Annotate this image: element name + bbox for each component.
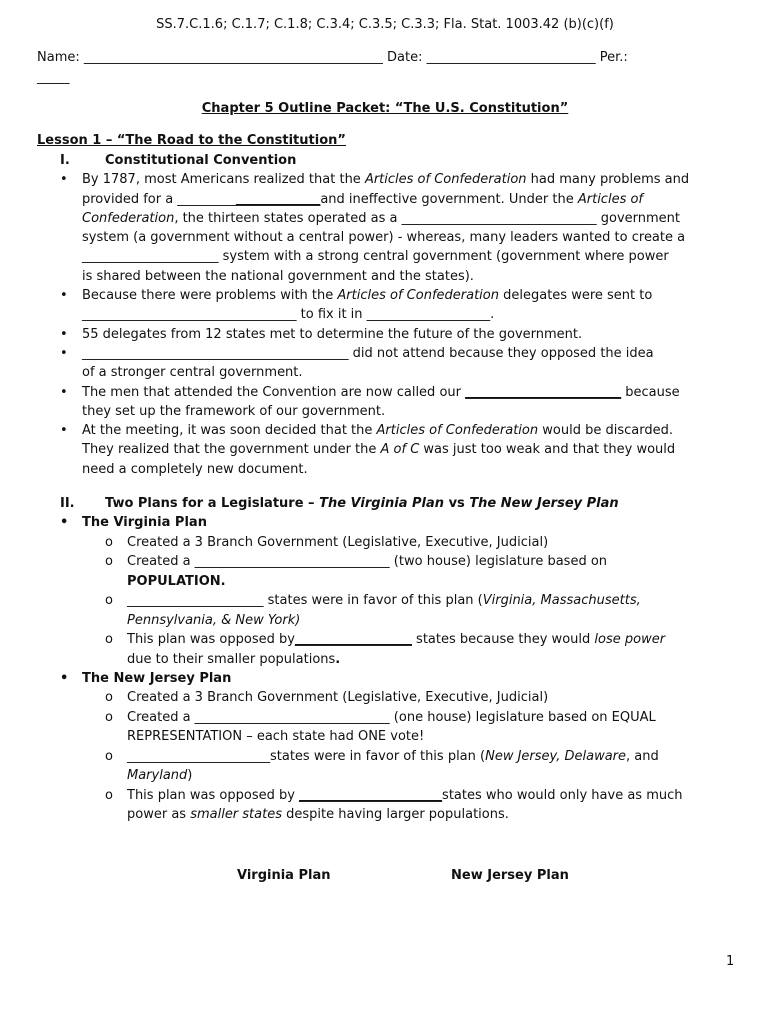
- text-segment: Articles of Confederation: [376, 423, 539, 439]
- section-1: [0, 151, 770, 479]
- text-segment: The Virginia Plan: [319, 496, 445, 511]
- text-segment: is shared between the national government and the states).: [82, 268, 474, 284]
- line-text: [127, 708, 656, 727]
- name-date-period-line[interactable]: Name: ______________________________________________ Date: __________________________ Per.:: [37, 50, 628, 65]
- text-line: [0, 688, 770, 707]
- sub-bullet-icon: o: [105, 632, 113, 648]
- text-line: [0, 228, 770, 247]
- text-line: [0, 344, 770, 363]
- text-line: [0, 363, 770, 382]
- line-text: [127, 552, 607, 571]
- line-text: [127, 805, 509, 824]
- line-text: [82, 190, 643, 209]
- text-segment: REPRESENTATION – each state had ONE vote!: [127, 729, 425, 745]
- sub-bullet-item: [0, 552, 770, 591]
- text-segment: ______________________states were in favor of this plan (: [127, 748, 486, 764]
- text-line: [0, 650, 770, 669]
- line-text: [127, 727, 424, 746]
- plan-heading: [0, 513, 770, 532]
- text-segment: Created a 3 Branch Government (Legislative, Executive, Judicial): [127, 690, 549, 706]
- bullet-icon: •: [60, 345, 68, 361]
- text-segment: Articles of Confederation: [364, 172, 527, 188]
- text-segment: Because there were problems with the: [82, 288, 338, 304]
- bullet-item: [0, 286, 770, 325]
- fill-in-blank[interactable]: ______________________: [299, 787, 443, 803]
- text-segment: system (a government without a central power) - whereas, many leaders wanted to create a: [82, 230, 686, 246]
- text-line: [0, 786, 770, 805]
- line-text: [82, 267, 474, 286]
- line-text: [127, 747, 659, 766]
- line-text: [127, 533, 548, 552]
- line-text: [82, 305, 494, 324]
- sub-bullet-item: [0, 591, 770, 630]
- text-segment: would be discarded.: [538, 423, 673, 439]
- text-line: [0, 402, 770, 421]
- text-line: [0, 325, 770, 344]
- bullet-icon: •: [60, 670, 69, 686]
- text-line: [0, 552, 770, 571]
- text-segment: Virginia, Massachusetts,: [482, 593, 641, 609]
- text-segment: _________________________________________ did not attend because they opposed the idea: [82, 345, 654, 361]
- text-segment: Created a 3 Branch Government (Legislative, Executive, Judicial): [127, 534, 549, 550]
- text-line: [0, 440, 770, 459]
- line-text: [127, 630, 665, 649]
- bullet-item: [0, 170, 770, 286]
- bullet-item: [0, 421, 770, 479]
- text-line: [0, 286, 770, 305]
- line-text: [127, 650, 340, 669]
- page-number: 1: [726, 954, 735, 969]
- text-line: [0, 247, 770, 266]
- bullet-item: [0, 344, 770, 383]
- plan-name: The Virginia Plan: [82, 515, 207, 531]
- text-segment: lose power: [594, 632, 666, 648]
- roman-numeral: I.: [60, 153, 70, 168]
- sub-bullet-item: [0, 708, 770, 747]
- line-text: [127, 591, 641, 610]
- sub-bullet-icon: o: [105, 554, 113, 570]
- text-line: [0, 747, 770, 766]
- line-text: [82, 247, 669, 266]
- text-segment: This plan was opposed by: [127, 632, 295, 648]
- text-line: [0, 591, 770, 610]
- text-segment: delegates were sent to: [499, 288, 653, 304]
- text-line: [0, 383, 770, 402]
- plan-heading: [0, 669, 770, 688]
- sub-bullet-item: [0, 786, 770, 825]
- text-line: [0, 190, 770, 209]
- period-blank[interactable]: _____: [37, 70, 70, 85]
- packet-title: Chapter 5 Outline Packet: “The U.S. Constitution”: [201, 101, 569, 116]
- bullet-icon: •: [60, 172, 68, 188]
- sub-bullet-icon: o: [105, 534, 113, 550]
- fill-in-blank[interactable]: ________________________: [465, 384, 622, 400]
- bullet-icon: •: [60, 515, 69, 531]
- text-segment: _____________________ states were in favor of this plan (: [127, 593, 483, 609]
- section-1-title: Constitutional Convention: [105, 153, 297, 168]
- text-segment: Pennsylvania, & New York): [127, 612, 301, 628]
- text-line: [0, 611, 770, 630]
- text-line: [0, 267, 770, 286]
- sub-bullet-icon: o: [105, 709, 113, 725]
- line-text: [82, 421, 673, 440]
- text-segment: A of C: [380, 442, 420, 458]
- bullet-icon: •: [60, 288, 68, 304]
- sub-bullet-item: [0, 533, 770, 552]
- fill-in-blank[interactable]: _____________: [235, 191, 321, 207]
- sub-bullet-icon: o: [105, 690, 113, 706]
- text-segment: despite having larger populations.: [282, 807, 509, 823]
- line-text: [82, 344, 654, 363]
- text-segment: was just too weak and that they would: [419, 442, 676, 458]
- section-1-heading: [0, 151, 770, 170]
- text-line: [0, 805, 770, 824]
- text-line: [0, 421, 770, 440]
- text-line: [0, 727, 770, 746]
- fill-in-blank[interactable]: __________________: [294, 632, 412, 648]
- text-segment: had many problems and: [526, 172, 690, 188]
- text-segment: states because they would: [411, 632, 595, 648]
- plan-name: The New Jersey Plan: [82, 670, 232, 686]
- line-text: [82, 383, 680, 402]
- text-segment: Maryland: [127, 768, 188, 784]
- bullet-icon: •: [60, 326, 68, 342]
- text-line: [0, 533, 770, 552]
- text-segment: Articles of Confederation: [337, 288, 499, 304]
- line-text: [82, 325, 582, 344]
- text-segment: Created a ______________________________ (one house) legislature based on EQUAL: [127, 709, 656, 725]
- text-line: [0, 630, 770, 649]
- sub-bullet-item: [0, 688, 770, 707]
- text-segment: vs: [444, 496, 470, 511]
- text-segment: Articles of: [577, 191, 643, 207]
- text-segment: POPULATION.: [127, 573, 226, 589]
- line-text: [82, 170, 689, 189]
- sub-bullet-icon: o: [105, 593, 113, 609]
- new-jersey-plan-column-heading: New Jersey Plan: [451, 868, 569, 883]
- line-text: [82, 363, 303, 382]
- text-line: [0, 766, 770, 785]
- text-line: [0, 708, 770, 727]
- line-text: [127, 572, 226, 591]
- text-line: [0, 572, 770, 591]
- text-segment: smaller states: [190, 807, 282, 823]
- text-segment: they set up the framework of our government.: [82, 403, 386, 419]
- text-segment: , and: [626, 748, 659, 764]
- text-segment: , the thirteen states operated as a ______________________________ government: [174, 210, 680, 226]
- text-segment: and ineffective government. Under the: [320, 191, 578, 207]
- text-segment: provided for a _________: [82, 191, 236, 207]
- line-text: [82, 286, 652, 305]
- line-text: [82, 402, 385, 421]
- text-segment: states who would only have as much: [442, 787, 683, 803]
- text-segment: By 1787, most Americans realized that the: [82, 172, 365, 188]
- section-2-heading: [0, 494, 770, 513]
- sub-bullet-icon: o: [105, 787, 113, 803]
- line-text: [82, 228, 685, 247]
- text-line: [0, 460, 770, 479]
- text-segment: .: [335, 651, 341, 667]
- text-segment: New Jersey, Delaware: [485, 748, 627, 764]
- virginia-plan-column-heading: Virginia Plan: [237, 868, 331, 883]
- line-text: [127, 786, 682, 805]
- text-segment: need a completely new document.: [82, 461, 308, 477]
- text-segment: The New Jersey Plan: [469, 496, 619, 511]
- line-text: [82, 440, 675, 459]
- text-segment: 55 delegates from 12 states met to determine the future of the government.: [82, 326, 583, 342]
- line-text: [127, 611, 300, 630]
- lesson-title: Lesson 1 – “The Road to the Constitution”: [37, 133, 346, 148]
- text-line: [0, 209, 770, 228]
- text-segment: Confederation: [82, 210, 175, 226]
- text-line: [0, 170, 770, 189]
- line-text: [127, 688, 548, 707]
- bullet-item: [0, 325, 770, 344]
- bullet-icon: •: [60, 384, 68, 400]
- section-2: [0, 494, 770, 824]
- text-segment: _________________________________ to fix it in ___________________.: [82, 307, 495, 323]
- sub-bullet-item: [0, 630, 770, 669]
- line-text: [82, 209, 680, 228]
- sub-bullet-item: [0, 747, 770, 786]
- roman-numeral: II.: [60, 496, 75, 511]
- sub-bullet-icon: o: [105, 748, 113, 764]
- text-segment: Created a ______________________________ (two house) legislature based on: [127, 554, 608, 570]
- text-segment: because: [621, 384, 680, 400]
- text-segment: Two Plans for a Legislature –: [105, 496, 320, 511]
- text-segment: They realized that the government under the: [82, 442, 381, 458]
- standards-line: SS.7.C.1.6; C.1.7; C.1.8; C.3.4; C.3.5; C.3.3; Fla. Stat. 1003.42 (b)(c)(f): [156, 17, 614, 32]
- text-segment: This plan was opposed by: [127, 787, 300, 803]
- text-segment: The men that attended the Convention are now called our: [82, 384, 466, 400]
- text-segment: due to their smaller populations: [127, 651, 336, 667]
- line-text: [127, 766, 192, 785]
- bullet-icon: •: [60, 423, 68, 439]
- text-segment: of a stronger central government.: [82, 365, 303, 381]
- text-line: [0, 305, 770, 324]
- text-segment: _____________________ system with a strong central government (government where power: [82, 249, 669, 265]
- section-2-title: [105, 494, 619, 513]
- text-segment: power as: [127, 807, 191, 823]
- line-text: [82, 460, 308, 479]
- bullet-item: [0, 383, 770, 422]
- text-segment: ): [187, 768, 193, 784]
- text-segment: At the meeting, it was soon decided that the: [82, 423, 377, 439]
